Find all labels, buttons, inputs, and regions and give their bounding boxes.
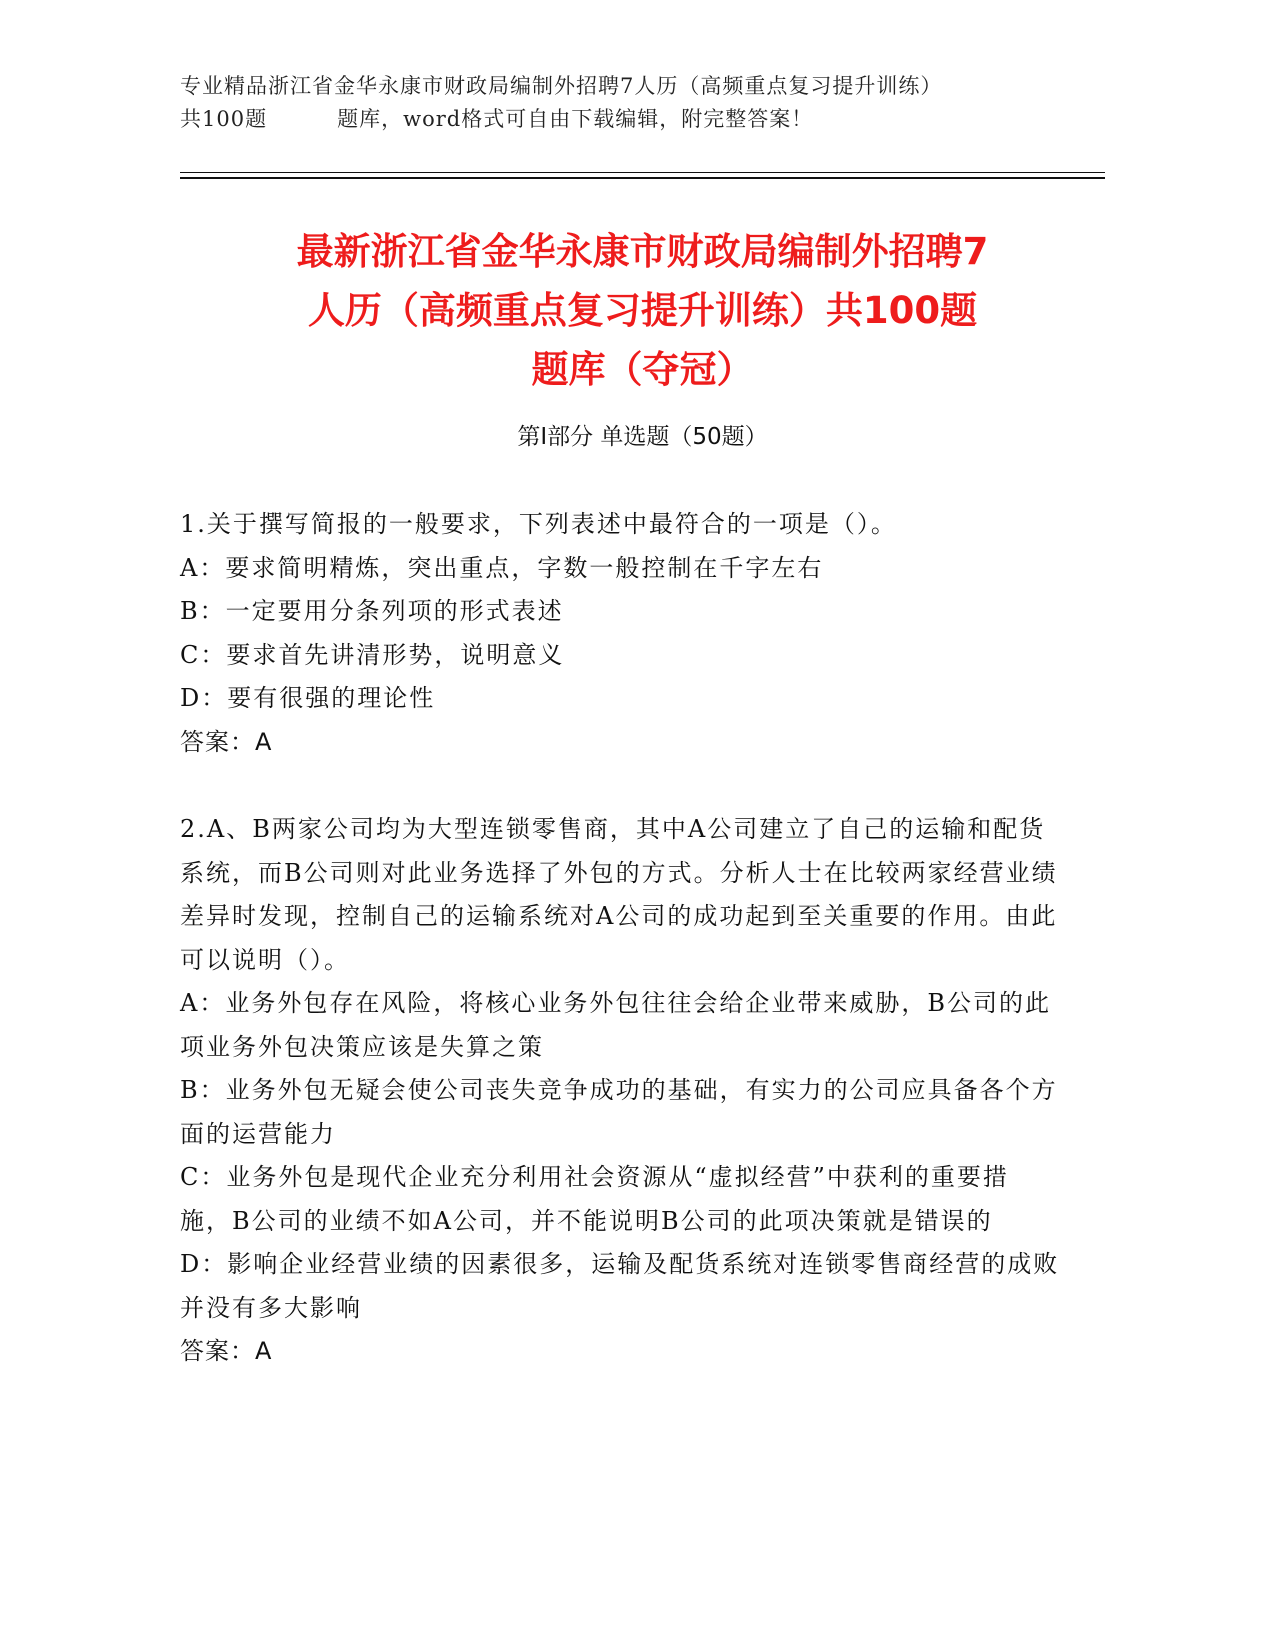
- title-line-1: 最新浙江省金华永康市财政局编制外招聘7: [296, 230, 989, 273]
- answer: 答案：A: [180, 1337, 273, 1365]
- header-rule-thick: [180, 177, 1105, 179]
- option-c: C：要求首先讲清形势，说明意义: [180, 640, 565, 669]
- option-a: A：业务外包存在风险，将核心业务外包往往会给企业带来威胁，B公司的此项业务外包决策应该是失算之策: [180, 989, 1051, 1061]
- header-line-1: 专业精品浙江省金华永康市财政局编制外招聘7人历（高频重点复习提升训练）: [180, 74, 943, 98]
- title-line-2: 人历（高频重点复习提升训练）共100题: [307, 289, 978, 332]
- question-1: [180, 503, 1060, 764]
- header-line-2: [180, 103, 1060, 136]
- document-header: [180, 70, 1060, 136]
- option-b: B：业务外包无疑会使公司丧失竞争成功的基础，有实力的公司应具备各个方面的运营能力: [180, 1076, 1058, 1148]
- title-line-3: 题库（夺冠）: [531, 348, 754, 391]
- section-heading: 第Ⅰ部分 单选题（50题）: [517, 424, 768, 450]
- option-c: C：业务外包是现代企业充分利用社会资源从“虚拟经营”中获利的重要措施，B公司的业绩不如A公司，并不能说明B公司的此项决策就是错误的: [180, 1163, 1009, 1235]
- document-title: [180, 222, 1105, 399]
- question-2: [180, 808, 1060, 1374]
- answer: 答案：A: [180, 727, 273, 756]
- header-rule-thin: [180, 172, 1105, 173]
- option-a: A：要求简明精炼，突出重点，字数一般控制在千字左右: [180, 553, 824, 582]
- option-d: D：要有很强的理论性: [180, 684, 436, 712]
- question-stem: 2.A、B两家公司均为大型连锁零售商，其中A公司建立了自己的运输和配货系统，而B公司则对此业务选择了外包的方式。分析人士在比较两家经营业绩差异时发现，控制自己的运输系统对A公司的成功起到至关重要的作用。由此可以说明（）。: [180, 815, 1058, 974]
- header-note: 题库，word格式可自由下载编辑，附完整答案！: [337, 107, 814, 131]
- option-b: B：一定要用分条列项的形式表述: [180, 597, 564, 625]
- question-stem: 1.关于撰写简报的一般要求，下列表述中最符合的一项是（）。: [180, 510, 897, 538]
- header-count: 共100题: [180, 107, 268, 131]
- option-d: D：影响企业经营业绩的因素很多，运输及配货系统对连锁零售商经营的成败并没有多大影响: [180, 1250, 1060, 1322]
